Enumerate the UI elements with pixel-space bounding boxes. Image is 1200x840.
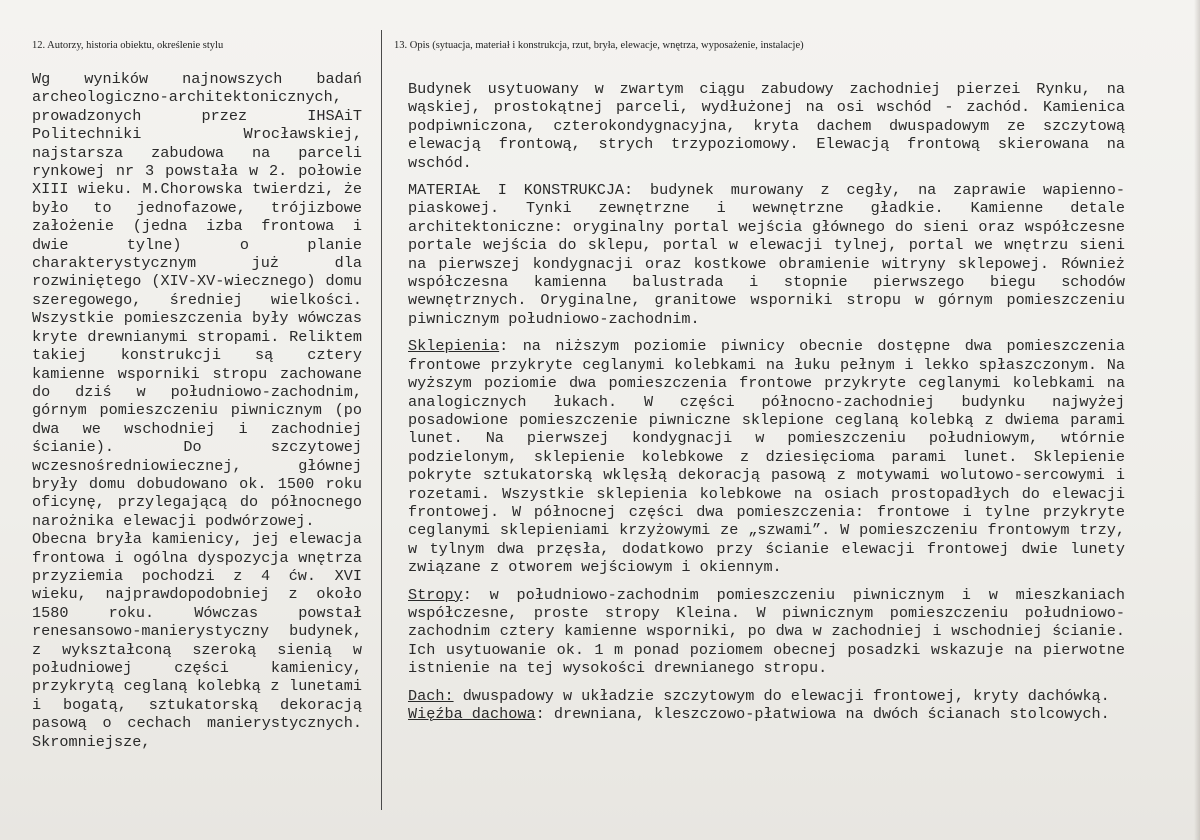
section-12-header: 12. Autorzy, historia obiektu, określenie stylu [32, 40, 224, 51]
column-divider [381, 30, 382, 810]
truss-text: : drewniana, kleszczowo-płatwiowa na dwóch ścianach stolcowych. [535, 705, 1110, 723]
description-column [408, 80, 1125, 732]
section-13-header: 13. Opis (sytuacja, materiał i konstrukcja, rzut, bryła, elewacje, wnętrza, wyposażenie, instalacje) [394, 40, 804, 51]
roof-text: dwuspadowy w układzie szczytowym do elewacji frontowej, kryty dachówką. [453, 686, 1110, 705]
vaults-paragraph [408, 337, 1125, 576]
description-intro: Budynek usytuowany w zwartym ciągu zabudowy zachodniej pierzei Rynku, na wąskiej, prostokątnej parceli, wydłużonej na osi wschód - zachód. Kamienica podpiwniczona, czterokondygnacyjna, kryta dachem dwuspadowym ze szczytową elewacją frontową, strych trzypoziomowy. Elewacją frontową skierowana na wschód. [408, 80, 1125, 172]
truss-label: Więźba dachowa [408, 705, 536, 723]
vaults-text: : na niższym poziomie piwnicy obecnie dostępne dwa pomieszczenia frontowe przykryte ceglanymi kolebkami na łuku pełnym i lekko spłaszczonym. Na wyższym poziomie dwa pomieszczenia frontowe przykryte ceglanymi kolebkami na analogicznych łukach. W części północno-zachodniej budynku najwyżej posadowione pomieszczenie piwniczne sklepione ceglaną kolebką z dwiema parami lunet. Na pierwszej kondygnacji w pomieszczeniu południowym, wtórnie podzielonym, sklepienie kolebkowe z dziesięcioma parami lunet. Sklepienie pokryte sztukatorską wklęsłą dekoracją pasową z motywami wolutowo-sercowymi i rozetami. Wszystkie sklepienia kolebkowe na osiach prostopadłych do elewacji frontowej. W północnej części dwa pomieszczenia: frontowe i tylne przykryte ceglanymi sklepieniami krzyżowymi ze „szwami”. W pomieszczeniu frontowym trzy, w tylnym dwa przęsła, dodatkowo przy ścianie elewacji frontowej dwie lunety związane z otworem wejściowym i okiennym. [408, 337, 1125, 577]
ceilings-label: Stropy [408, 585, 463, 604]
roof-label: Dach: [408, 686, 454, 705]
roof-paragraph [408, 687, 1125, 705]
truss-paragraph [408, 705, 1125, 723]
history-column [32, 70, 362, 751]
material-paragraph: MATERIAŁ I KONSTRUKCJA: budynek murowany z cegły, na zaprawie wapienno-piaskowej. Tynki zewnętrzne i wewnętrzne gładkie. Kamienne detale architektoniczne: oryginalny portal wejścia głównego do sieni oraz współczesne portale wejścia do sklepu, portal w elewacji tylnej, portal we wnętrzu sieni na pierwszej kondygnacji oraz kostkowe obramienie witryny sklepowej. Również współczesna kamienna balustrada i stopnie pierwszego biegu schodów wewnętrznych. Oryginalne, granitowe wsporniki stropu w górnym pomieszczeniu piwnicznym południowo-zachodnim. [408, 181, 1125, 328]
history-paragraph-2: Obecna bryła kamienicy, jej elewacja frontowa i ogólna dyspozycja wnętrza przyziemia pochodzi z 4 ćw. XVI wieku, najprawdopodobniej z około 1580 roku. Wówczas powstał renesansowo-manierystyczny budynek, z wykształconą szeroką sienią w południowej części kamienicy, przykrytą ceglaną kolebką z lunetami i bogatą, sztukatorską dekoracją pasową o cechach manierystycznych. Skromniejsze, [32, 530, 362, 751]
vaults-label: Sklepienia [408, 337, 500, 356]
ceilings-paragraph [408, 586, 1125, 678]
ceilings-text: : w południowo-zachodnim pomieszczeniu piwnicznym i w mieszkaniach współczesne, proste stropy Kleina. W piwnicznym pomieszczeniu południowo-zachodnim cztery kamienne wsporniki, po dwa w zachodniej i wschodniej ścianie. Ich usytuowanie ok. 1 m ponad poziomem obecnej posadzki wskazuje na pierwotne istnienie na tej wysokości drewnianego stropu. [408, 585, 1125, 678]
page-edge-shadow [1194, 0, 1200, 840]
history-paragraph-1: Wg wyników najnowszych badań archeologiczno-architektonicznych, prowadzonych przez IHSAiT Politechniki Wrocławskiej, najstarsza zabudowa na parceli rynkowej nr 3 powstała w 2. połowie XIII wieku. M.Chorowska twierdzi, że było to jednofazowe, trójizbowe założenie (jedna izba frontowa i dwie tylne) o planie charakterystycznym już dla rozwiniętego (XIV-XV-wiecznego) domu szeregowego, średniej wielkości. Wszystkie pomieszczenia były wówczas kryte drewnianymi stropami. Reliktem takiej konstrukcji są cztery kamienne wsporniki stropu zachowane do dziś w południowo-zachodnim, górnym pomieszczeniu piwnicznym (po dwa we wschodniej i zachodniej ścianie). Do szczytowej wczesnośredniowiecznej, głównej bryły domu dobudowano ok. 1500 roku oficynę, przylegającą do północnego narożnika elewacji podwórzowej. [32, 70, 362, 530]
